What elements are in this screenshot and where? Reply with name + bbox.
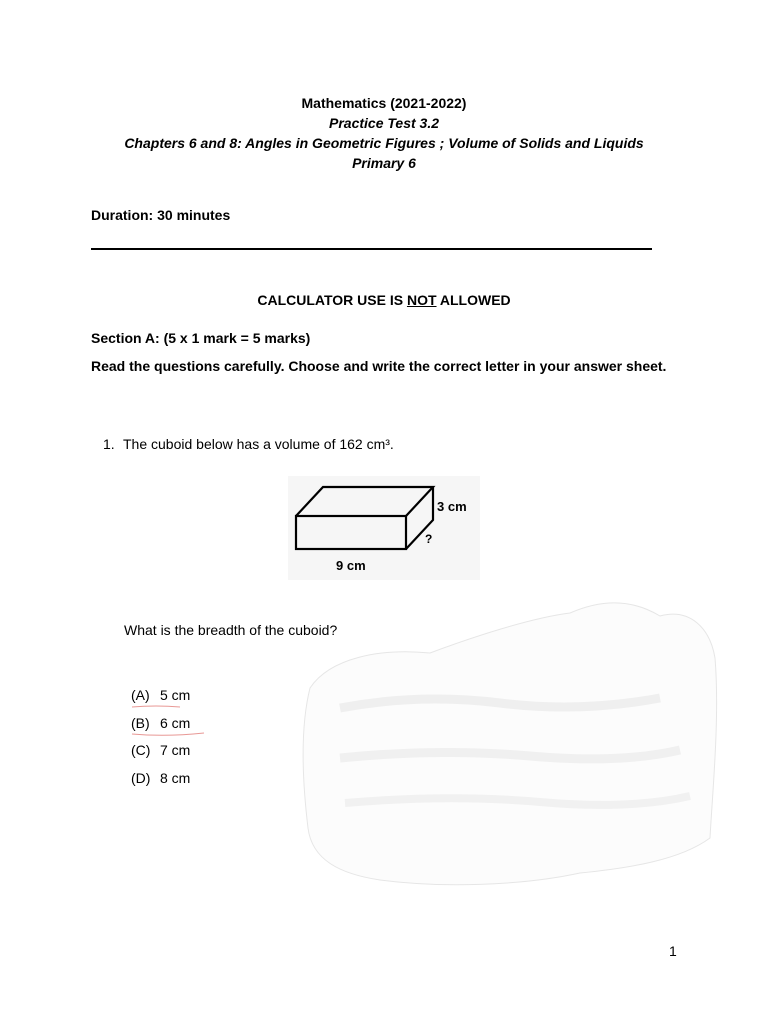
document-title: Mathematics (2021-2022) [301,95,467,111]
divider-line [91,248,652,250]
calculator-notice-before: CALCULATOR USE IS [257,292,407,308]
option-text: 6 cm [160,714,191,731]
question-text: The cuboid below has a volume of 162 cm³. [123,436,394,452]
duration-label: Duration: 30 minutes [91,207,231,223]
option-d [131,769,190,797]
correction-marks [126,704,216,744]
question-1 [103,436,394,452]
option-text: 5 cm [160,687,191,703]
chapters-line: Chapters 6 and 8: Angles in Geometric Figures ; Volume of Solids and Liquids [124,135,644,151]
section-heading: Section A: (5 x 1 mark = 5 marks) [91,330,311,346]
calculator-notice [0,292,768,308]
option-text: 8 cm [160,769,191,786]
calculator-notice-emphasis: NOT [406,292,437,308]
option-text: 7 cm [160,742,191,758]
height-label: 3 cm [437,499,467,514]
whiteout-smudge [300,598,722,888]
instructions: Read the questions carefully. Choose and write the correct letter in your answer sheet. [91,358,667,374]
question-prompt: What is the breadth of the cuboid? [124,622,338,638]
level-line: Primary 6 [352,155,416,171]
figure-background [288,476,480,580]
option-letter: (A) [131,687,150,703]
test-name: Practice Test 3.2 [329,115,439,131]
breadth-label: ? [425,532,433,546]
option-letter: (D) [131,769,151,786]
length-label: 9 cm [336,558,366,573]
question-number: 1. [103,436,115,452]
calculator-notice-after: ALLOWED [436,292,511,308]
document-header [0,93,768,173]
option-letter: (B) [131,714,150,731]
option-letter: (C) [131,742,151,758]
option-c [131,741,190,769]
page-number: 1 [669,943,677,959]
cuboid-figure [288,476,480,580]
